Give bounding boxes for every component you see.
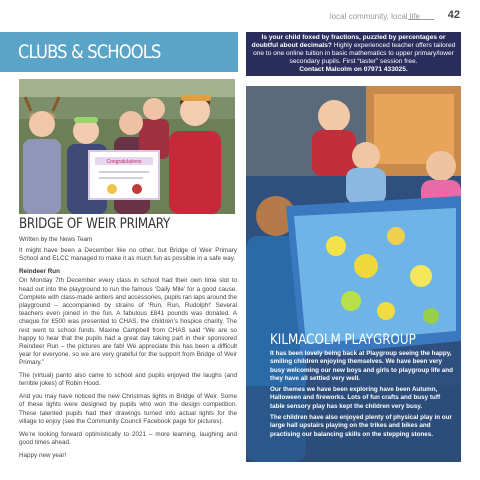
article-byline: Written by the News Team bbox=[19, 236, 93, 243]
certificate-heading: Congratulations bbox=[106, 159, 142, 165]
article-paragraph: The (virtual) panto also came to school and pupils enjoyed the laughs (and terrible jokes) of Robin Hood. bbox=[19, 372, 237, 388]
article-paragraph: It might have been a December like no other, but Bridge of Weir Primary School and ELCC managed to make it as much fun as possible in a safe way. bbox=[19, 247, 237, 263]
article-title-bridge-of-weir: BRIDGE OF WEIR PRIMARY bbox=[19, 216, 171, 232]
article-title-kilmacolm: KILMACOLM PLAYGROUP bbox=[270, 332, 416, 348]
advert-headline: Is your child foxed by fractions, puzzled by percentages or doubtful about decimals? bbox=[251, 34, 446, 50]
kilmacolm-paragraph: It has been lovely being back at Playgroup seeing the happy, smiling children enjoying themselves. We have been very busy welcoming our new boys and girls to playgroup life and they have all settled very well. bbox=[270, 350, 453, 382]
article-subhead: Reindeer Run bbox=[19, 268, 60, 276]
section-title: CLUBS & SCHOOLS bbox=[18, 41, 161, 63]
kilmacolm-paragraph: The children have also enjoyed plenty of physical play in our large hall upstairs playing on the trikes and bikes and practising our balancing skills on the stepping stones. bbox=[270, 414, 452, 438]
tuition-advert bbox=[246, 32, 461, 76]
header-rule bbox=[408, 19, 434, 20]
article-paragraph: And you may have noticed the new Christmas lights in Bridge of Weir. Some of these lights were designed by pupils who won the design competition. These talented pupils had their drawings turned into actual lights for the village to enjoy (see the Community Council Facebook page for pictures). bbox=[19, 393, 237, 425]
page-number: 42 bbox=[447, 9, 460, 21]
kilmacolm-paragraph: Our themes we have been exploring have been Autumn, Halloween and fireworks. Lots of fun crafts and busy tuff table sensory play has kept the children very busy. bbox=[270, 386, 441, 410]
running-header bbox=[0, 9, 480, 23]
article-paragraph: Happy new year! bbox=[19, 451, 67, 459]
kilmacolm-article bbox=[270, 350, 456, 442]
advert-text: Highly experienced teacher offers tailored one to one online tuition in basic mathematics to upper primary/lower secondary pupils. First “taster” session free. bbox=[253, 42, 456, 66]
section-banner bbox=[0, 32, 238, 72]
article-paragraph: We’re looking forward optimistically to 2021 – more learning, laughing and good times ahead. bbox=[19, 430, 237, 446]
advert-contact: Contact Malcolm on 07971 433025. bbox=[299, 66, 408, 74]
reindeer-run-photo bbox=[19, 79, 235, 214]
bridge-of-weir-article bbox=[19, 236, 237, 464]
running-title: local community, local life bbox=[329, 12, 420, 21]
article-paragraph: On Monday 7th December every class in school had their own time slot to head out into the playground to run the famous ‘Daily Mile’ for a good cause. Complete with class-made antlers and accessories, pupils ran laps around the playground – accompanied by strains of ‘Run, Run, Rudolph!’ Several teachers even joined in the fun. A fabulous £841 pounds was donated. A cheque for £500 was presented to CHAS, the children’s hospice charity. The rest went to school funds. Maxine Campbell from CHAS said “We are so happy to hear that the pupils had a great day taking part in their sponsored Reindeer Run – the pictures are fab! We appreciate this has been a difficult year for everyone, so we are very grateful for the support from Bridge of Weir Primary.” bbox=[19, 277, 237, 367]
reindeer-run-illustration bbox=[19, 79, 235, 214]
